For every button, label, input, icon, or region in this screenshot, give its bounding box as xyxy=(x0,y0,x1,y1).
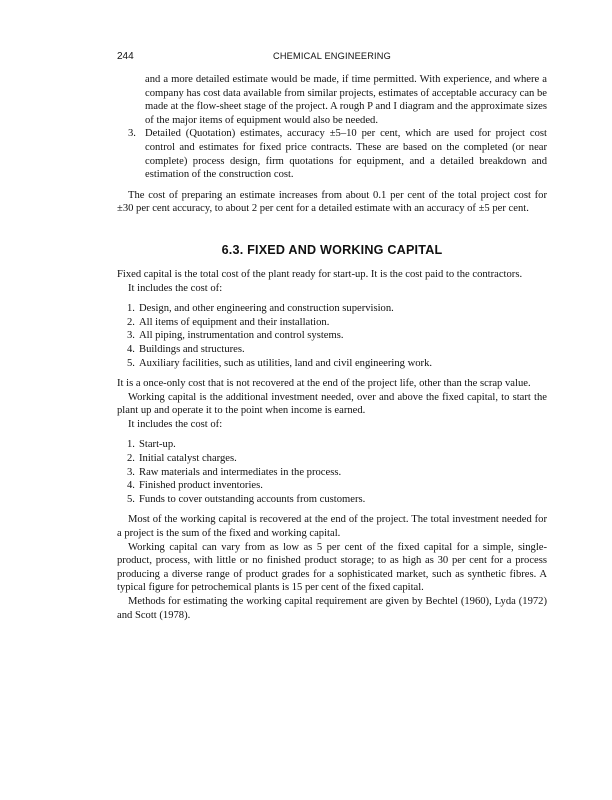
list-item-text: Finished product inventories. xyxy=(139,480,263,492)
list-item-number: 3. xyxy=(127,330,135,342)
list-item-text: Start-up. xyxy=(139,439,176,451)
running-title: CHEMICAL ENGINEERING xyxy=(272,51,391,61)
methods-paragraph: Methods for estimating the working capital requirement are given by Bechtel (1960), Lyda (1972) and Scott (1978). xyxy=(117,596,547,621)
continued-paragraph: and a more detailed estimate would be made, if time permitted. With experience, and where a company has cost data available from similar projects, estimates of acceptable accuracy can be made at the flow-sheet stage of the project. A rough P and I diagram and the approximate sizes of the major items of equipment would also be needed. xyxy=(145,74,547,126)
list-item-number: 3. xyxy=(128,128,136,140)
list-item-text: All items of equipment and their installation. xyxy=(139,316,330,328)
list-item-text: All piping, instrumentation and control systems. xyxy=(139,330,344,342)
list-item-number: 4. xyxy=(127,480,135,492)
list-item-number: 2. xyxy=(127,316,135,328)
list-item xyxy=(117,493,547,507)
list-item-number: 4. xyxy=(127,343,135,355)
fixed-capital-paragraph: Fixed capital is the total cost of the plant ready for start-up. It is the cost paid to the contractors. xyxy=(117,268,523,280)
working-capital-list xyxy=(117,438,547,506)
list-item-text: Funds to cover outstanding accounts from customers. xyxy=(139,493,366,505)
list-item-text: Buildings and structures. xyxy=(139,343,245,355)
list-item-number: 5. xyxy=(127,493,135,505)
list-item xyxy=(117,127,547,181)
estimate-type-list xyxy=(117,127,547,181)
list-item-number: 1. xyxy=(127,439,135,451)
list-item-text: Raw materials and intermediates in the process. xyxy=(139,466,342,478)
list-item xyxy=(117,452,547,466)
list-item-text: Auxiliary facilities, such as utilities, land and civil engineering work. xyxy=(139,357,433,369)
list-item xyxy=(117,438,547,452)
list-item xyxy=(117,343,547,357)
list-item-text: Design, and other engineering and construction supervision. xyxy=(139,303,394,315)
list-item xyxy=(117,466,547,480)
once-only-paragraph: It is a once-only cost that is not recovered at the end of the project life, other than the scrap value. xyxy=(117,378,531,390)
list-item xyxy=(117,479,547,493)
list-item-number: 2. xyxy=(127,453,135,465)
working-includes-line: It includes the cost of: xyxy=(128,418,223,430)
list-item-text: Detailed (Quotation) estimates, accuracy ±5–10 per cent, which are used for project cost control and estimates for fixed price contracts. These are based on the completed (or near complete) process design, firm quotations for equipment, and a detailed breakdown and estimation of the construction cost. xyxy=(145,128,547,181)
working-capital-range-paragraph: Working capital can vary from as low as 5 per cent of the fixed capital for a simple, single-product, process, with little or no finished product storage; to as high as 30 per cent for a process producing a diverse range of product grades for a sophisticated market, such as synthetic fibres. A typical figure for petrochemical plants is 15 per cent of the fixed capital. xyxy=(117,541,547,594)
section-heading: 6.3. FIXED AND WORKING CAPITAL xyxy=(221,242,443,257)
list-item-text: Initial catalyst charges. xyxy=(139,453,237,465)
list-item-number: 3. xyxy=(127,466,135,478)
page-number: 244 xyxy=(117,51,134,62)
working-capital-paragraph: Working capital is the additional investment needed, over and above the fixed capital, to start the plant up and operate it to the point when income is earned. xyxy=(117,391,547,417)
page-header xyxy=(117,50,547,64)
list-item-number: 1. xyxy=(127,303,135,315)
page-body xyxy=(117,73,547,622)
estimate-cost-paragraph: The cost of preparing an estimate increases from about 0.1 per cent of the total project cost for ±30 per cent accuracy, to about 2 per cent for a detailed estimate with an accuracy of ±5 per cent. xyxy=(117,189,547,215)
list-item xyxy=(117,357,547,371)
recovered-paragraph: Most of the working capital is recovered at the end of the project. The total investment needed for a project is the sum of the fixed and working capital. xyxy=(117,514,547,540)
fixed-includes-line: It includes the cost of: xyxy=(128,282,223,294)
fixed-capital-list xyxy=(117,302,547,370)
list-item xyxy=(117,316,547,330)
list-item xyxy=(117,302,547,316)
list-item xyxy=(117,329,547,343)
list-item-number: 5. xyxy=(127,357,135,369)
